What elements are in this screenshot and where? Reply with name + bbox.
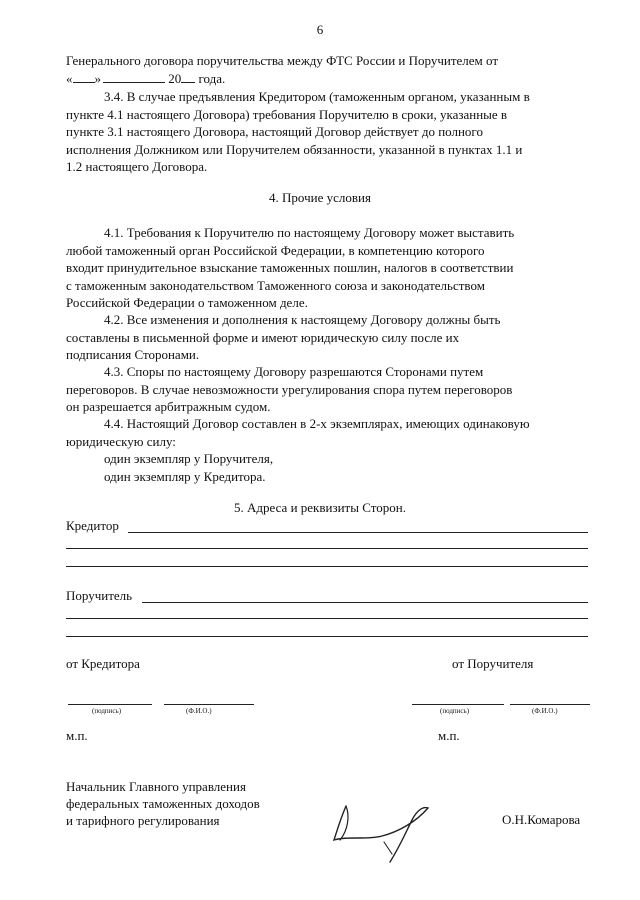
from-guarantor-label: от Поручителя xyxy=(452,656,534,671)
clause-4-2-line-1: 4.2. Все изменения и дополнения к настоящему Договору должны быть xyxy=(104,312,501,327)
clause-4-1-line-2: любой таможенный орган Российской Федерации, в компетенцию которого xyxy=(66,242,485,258)
creditor-line-3 xyxy=(66,566,588,567)
clause-4-1-line-1: 4.1. Требования к Поручителю по настоящему Договору может выставить xyxy=(104,225,515,240)
creditor-fio-line xyxy=(164,704,254,705)
clause-4-3-line-1: 4.3. Споры по настоящему Договору разрешаются Сторонами путем xyxy=(104,364,484,379)
clause-4-1-line-4: с таможенным законодательством Таможенного союза и законодательством xyxy=(66,277,485,293)
clause-3-4-line-5: 1.2 настоящего Договора. xyxy=(66,159,208,174)
creditor-sign-line xyxy=(68,704,152,705)
guarantor-fio-caption: (Ф.И.О.) xyxy=(532,707,558,715)
clause-3-4-line-3: пункте 3.1 настоящего Договора, настоящий Договор действует до полного xyxy=(66,124,483,139)
section-4-title: 4. Прочие условия xyxy=(269,190,371,205)
clause-4-3 xyxy=(66,363,590,416)
clause-3-4-line-4: исполнения Должником или Поручителем обязанности, указанной в пунктах 1.1 и xyxy=(66,141,523,157)
creditor-label: Кредитор xyxy=(66,518,119,533)
intro-line-2 xyxy=(66,70,590,88)
date-quote-open: « xyxy=(66,70,73,86)
chief-title-line-2: федеральных таможенных доходов xyxy=(66,796,260,811)
clause-4-1-line-5: Российской Федерации о таможенном деле. xyxy=(66,295,308,310)
clause-3-4-line-2: пункте 4.1 настоящего Договора) требования Поручителю в сроки, указанные в xyxy=(66,106,508,122)
clause-4-4-line-3: один экземпляр у Поручителя, xyxy=(104,451,274,466)
guarantor-line-2 xyxy=(66,618,588,619)
clause-4-3-line-3: он разрешается арбитражным судом. xyxy=(66,399,271,414)
guarantor-line-3 xyxy=(66,636,588,637)
guarantor-label: Поручитель xyxy=(66,588,133,603)
guarantor-sign-line xyxy=(412,704,504,705)
stamp-place-guarantor: м.п. xyxy=(438,728,460,743)
date-quote-close: » xyxy=(94,70,101,86)
clause-4-2-line-3: подписания Сторонами. xyxy=(66,347,200,362)
clause-4-4-line-4: один экземпляр у Кредитора. xyxy=(104,468,266,484)
clause-4-4-line-2: юридическую силу: xyxy=(66,433,176,449)
date-year-suffix: года. xyxy=(198,70,226,86)
section-5-title: 5. Адреса и реквизиты Сторон. xyxy=(234,500,406,515)
guarantor-fio-line xyxy=(510,704,590,705)
guarantor-line-1 xyxy=(142,602,588,603)
clause-4-3-line-2: переговоров. В случае невозможности урегулирования спора путем переговоров xyxy=(66,381,513,397)
from-creditor-label: от Кредитора xyxy=(66,656,140,671)
date-year: 20 xyxy=(168,70,182,86)
guarantor-sign-caption: (подпись) xyxy=(440,707,470,715)
clause-4-4 xyxy=(66,415,590,485)
page-number: 6 xyxy=(316,22,324,37)
clause-4-1 xyxy=(66,224,590,312)
clause-4-4-line-1: 4.4. Настоящий Договор составлен в 2-х экземплярах, имеющих одинаковую xyxy=(104,416,530,431)
signatory-name: О.Н.Комарова xyxy=(502,812,581,827)
clause-4-2-line-2: составлены в письменной форме и имеют юридическую силу после их xyxy=(66,329,460,345)
creditor-line-2 xyxy=(66,548,588,549)
handwritten-signature xyxy=(326,796,446,876)
creditor-sign-caption: (подпись) xyxy=(92,707,122,715)
intro-paragraph xyxy=(66,52,590,87)
creditor-line-1 xyxy=(128,532,588,533)
chief-title xyxy=(66,778,260,829)
clause-3-4-line-1: 3.4. В случае предъявления Кредитором (таможенным органом, указанным в xyxy=(104,89,530,104)
creditor-fio-caption: (Ф.И.О.) xyxy=(186,707,212,715)
clause-3-4 xyxy=(66,88,590,176)
chief-title-line-1: Начальник Главного управления xyxy=(66,779,246,794)
intro-line-1: Генерального договора поручительства между ФТС России и Поручителем от xyxy=(66,53,499,68)
clause-4-1-line-3: входит принудительное взыскание таможенных пошлин, налогов в соответствии xyxy=(66,260,514,275)
chief-title-line-3: и тарифного регулирования xyxy=(66,813,220,828)
clause-4-2 xyxy=(66,311,590,364)
stamp-place-creditor: м.п. xyxy=(66,728,88,743)
